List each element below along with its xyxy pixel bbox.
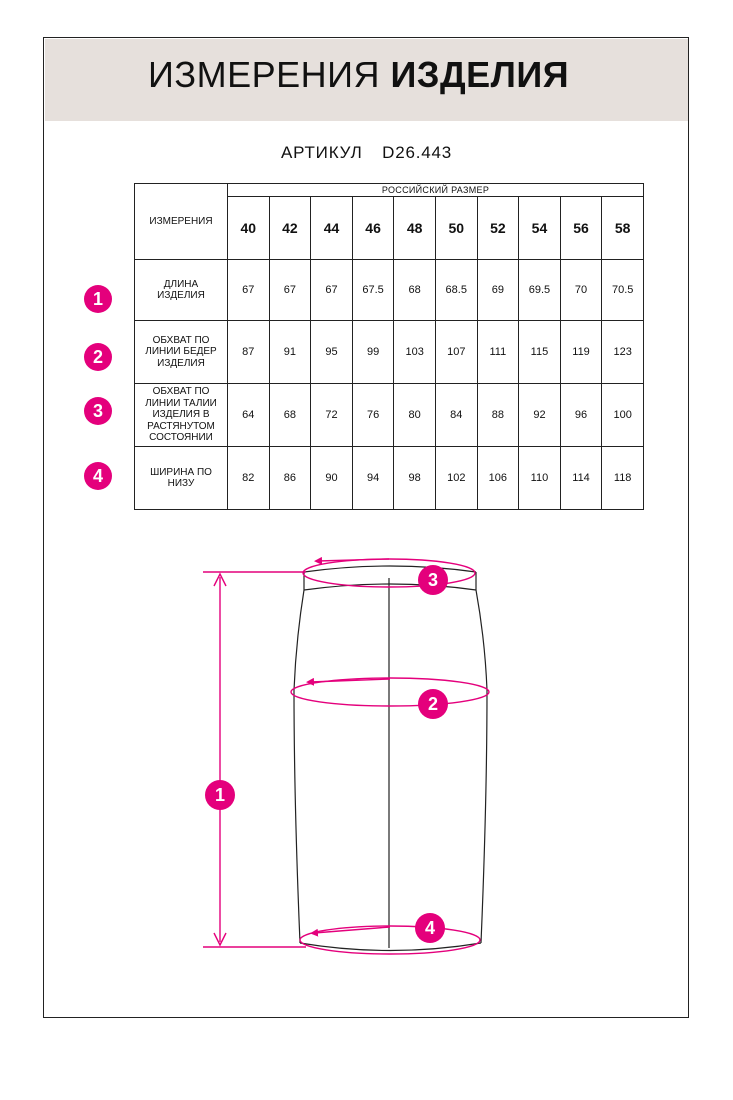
size-header: 54	[519, 197, 561, 260]
table-cell: 72	[311, 384, 353, 447]
marker-3	[418, 565, 448, 595]
table-cell: 86	[269, 447, 311, 510]
row-label: ОБХВАТ ПО ЛИНИИ ТАЛИИ ИЗДЕЛИЯ В РАСТЯНУТОМ СОСТОЯНИИ	[135, 384, 228, 447]
marker-1	[205, 780, 235, 810]
size-header: 42	[269, 197, 311, 260]
table-cell: 110	[519, 447, 561, 510]
table-cell: 96	[560, 384, 602, 447]
title-bold: ИЗДЕЛИЯ	[390, 54, 570, 95]
table-cell: 100	[602, 384, 644, 447]
table-cell: 87	[228, 321, 270, 384]
row-label: ОБХВАТ ПО ЛИНИИ БЕДЕР ИЗДЕЛИЯ	[135, 321, 228, 384]
size-header: 48	[394, 197, 436, 260]
marker-4	[415, 913, 445, 943]
table-cell: 98	[394, 447, 436, 510]
size-header: 56	[560, 197, 602, 260]
table-cell: 90	[311, 447, 353, 510]
table-cell: 70.5	[602, 260, 644, 321]
table-cell: 118	[602, 447, 644, 510]
table-cell: 67.5	[352, 260, 394, 321]
size-header: 40	[228, 197, 270, 260]
table-cell: 92	[519, 384, 561, 447]
table-cell: 70	[560, 260, 602, 321]
skirt-outline	[294, 566, 487, 951]
table-cell: 102	[435, 447, 477, 510]
table-cell: 68	[394, 260, 436, 321]
size-header: 52	[477, 197, 519, 260]
table-cell: 69	[477, 260, 519, 321]
table-cell: 88	[477, 384, 519, 447]
row-number-badge: 4	[84, 462, 112, 490]
title-light: ИЗМЕРЕНИЯ	[148, 54, 381, 95]
table-cell: 67	[228, 260, 270, 321]
length-measure	[203, 572, 306, 947]
article-label: АРТИКУЛ	[280, 143, 363, 162]
table-cell: 111	[477, 321, 519, 384]
table-cell: 106	[477, 447, 519, 510]
table-cell: 99	[352, 321, 394, 384]
table-cell: 67	[269, 260, 311, 321]
table-cell: 76	[352, 384, 394, 447]
row-number-badge: 1	[84, 285, 112, 313]
corner-label: ИЗМЕРЕНИЯ	[135, 184, 228, 260]
size-header: 50	[435, 197, 477, 260]
row-label: ШИРИНА ПО НИЗУ	[135, 447, 228, 510]
table-cell: 64	[228, 384, 270, 447]
table-cell: 103	[394, 321, 436, 384]
table-cell: 123	[602, 321, 644, 384]
table-cell: 95	[311, 321, 353, 384]
marker-number: 1	[214, 785, 226, 805]
table-cell: 115	[519, 321, 561, 384]
hem-measure	[300, 926, 480, 954]
table-cell: 119	[560, 321, 602, 384]
marker-number: 3	[427, 570, 439, 590]
size-header: 58	[602, 197, 644, 260]
row-number-badge: 2	[84, 343, 112, 371]
size-header: 46	[352, 197, 394, 260]
marker-number: 4	[424, 918, 436, 938]
table-cell: 68	[269, 384, 311, 447]
table-cell: 107	[435, 321, 477, 384]
table-cell: 84	[435, 384, 477, 447]
table-cell: 82	[228, 447, 270, 510]
table-cell: 67	[311, 260, 353, 321]
marker-number: 2	[427, 694, 439, 714]
table-cell: 114	[560, 447, 602, 510]
table-cell: 91	[269, 321, 311, 384]
table-cell: 94	[352, 447, 394, 510]
table-cell: 80	[394, 384, 436, 447]
table-cell: 68.5	[435, 260, 477, 321]
row-label: ДЛИНА ИЗДЕЛИЯ	[135, 260, 228, 321]
marker-2	[418, 689, 448, 719]
table-cell: 69.5	[519, 260, 561, 321]
size-group-label: РОССИЙСКИЙ РАЗМЕР	[228, 184, 644, 197]
hip-measure	[291, 678, 489, 706]
row-number-badge: 3	[84, 397, 112, 425]
size-header: 44	[311, 197, 353, 260]
article-code: D26.443	[382, 143, 452, 162]
